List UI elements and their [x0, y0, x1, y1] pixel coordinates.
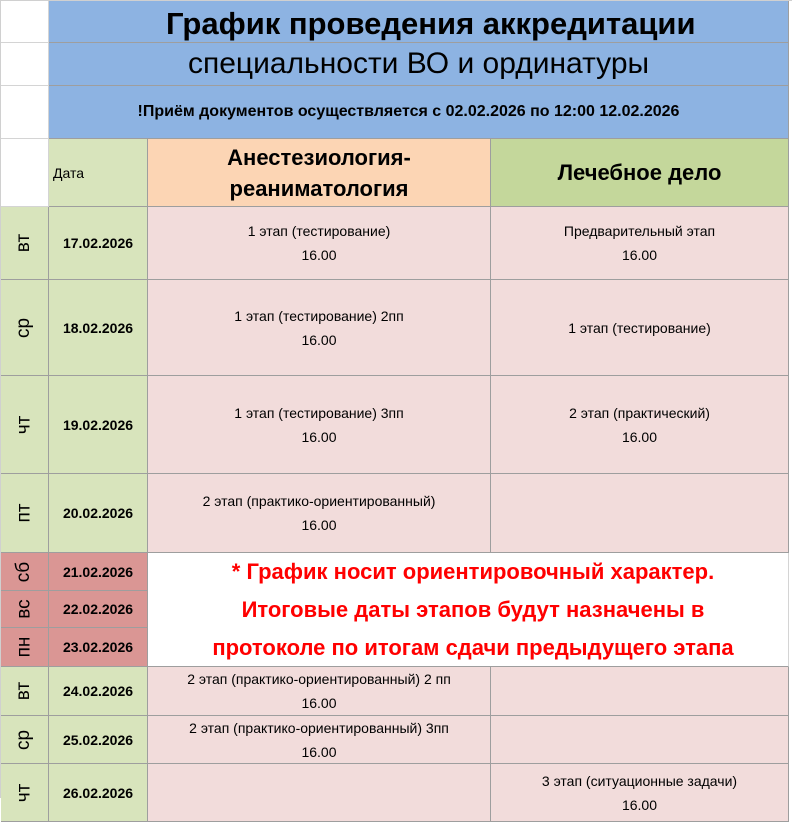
date-cell: 17.02.2026	[49, 207, 148, 280]
weekday-cell	[1, 376, 49, 474]
date-cell: 19.02.2026	[49, 376, 148, 474]
weekday-cell	[1, 553, 49, 591]
date-column-header: Дата	[49, 139, 148, 207]
anesthesiology-cell	[148, 667, 491, 716]
title-line-1: График проведения аккредитации	[49, 1, 789, 43]
stage-time: 16.00	[621, 247, 658, 263]
stage-time: 16.00	[301, 247, 337, 263]
weekday-cell	[1, 474, 49, 553]
anesthesiology-cell	[148, 764, 491, 822]
weekday-cell	[1, 280, 49, 376]
date-cell: 21.02.2026	[49, 553, 148, 591]
stage-text: 2 этап (практико-ориентированный) 2 пп	[187, 671, 451, 687]
weekday-label: вт	[13, 681, 35, 701]
weekday-label: пт	[13, 503, 35, 523]
blank-cell	[1, 139, 49, 207]
stage-text: 2 этап (практико-ориентированный)	[202, 493, 436, 509]
submission-notice: !Приём документов осуществляется с 02.02.2026 по 12:00 12.02.2026	[49, 86, 789, 139]
anesthesiology-cell	[148, 474, 491, 553]
weekday-label: сб	[13, 561, 35, 582]
stage-text: 2 этап (практический)	[569, 404, 710, 421]
anesthesiology-cell	[148, 280, 491, 376]
date-cell: 24.02.2026	[49, 667, 148, 716]
weekday-cell	[1, 764, 49, 822]
stage-time: 16.00	[301, 743, 337, 760]
weekday-label: ср	[13, 317, 35, 338]
anesthesiology-cell	[148, 716, 491, 764]
weekday-label: пн	[13, 636, 35, 658]
stage-text: 1 этап (тестирование) 3пп	[234, 404, 404, 421]
date-cell: 26.02.2026	[49, 764, 148, 822]
anesthesiology-header-text: Анестезиология-реаниматология	[227, 144, 411, 201]
stage-time: 16.00	[301, 331, 337, 348]
weekday-cell	[1, 628, 49, 667]
title-line-2: специальности ВО и ординатуры	[49, 43, 789, 86]
weekday-label: вс	[13, 599, 35, 619]
stage-time: 16.00	[301, 428, 337, 445]
stage-time: 16.00	[621, 428, 658, 445]
date-cell: 18.02.2026	[49, 280, 148, 376]
stage-time: 16.00	[621, 796, 658, 813]
anesthesiology-cell	[148, 207, 491, 280]
stage-text: 1 этап (тестирование) 2пп	[234, 307, 404, 324]
stage-text: 1 этап (тестирование)	[247, 223, 391, 239]
stage-time: 16.00	[301, 695, 337, 711]
date-cell: 23.02.2026	[49, 628, 148, 667]
anesthesiology-column-header	[148, 139, 491, 207]
date-cell: 22.02.2026	[49, 591, 148, 628]
weekday-cell	[1, 667, 49, 716]
blank-cell	[1, 43, 49, 86]
weekday-cell	[1, 716, 49, 764]
general-medicine-cell	[491, 716, 789, 764]
weekday-label: ср	[13, 729, 35, 750]
stage-text: 1 этап (тестирование)	[568, 319, 711, 336]
weekday-label: вт	[13, 233, 35, 253]
stage-time: 16.00	[301, 517, 337, 533]
stage-text: 2 этап (практико-ориентированный) 3пп	[189, 719, 449, 736]
general-medicine-cell	[491, 764, 789, 822]
general-medicine-cell	[491, 280, 789, 376]
date-cell: 20.02.2026	[49, 474, 148, 553]
weekday-cell	[1, 207, 49, 280]
stage-text: 3 этап (ситуационные задачи)	[541, 772, 738, 789]
date-cell: 25.02.2026	[49, 716, 148, 764]
blank-cell	[1, 1, 49, 43]
stage-text: Предварительный этап	[563, 223, 716, 239]
schedule-note	[148, 553, 789, 667]
anesthesiology-cell	[148, 376, 491, 474]
weekday-cell	[1, 591, 49, 628]
general-medicine-cell	[491, 207, 789, 280]
note-line-3: протоколе по итогам сдачи предыдущего этапа	[212, 634, 734, 660]
general-medicine-cell	[491, 474, 789, 553]
blank-cell	[1, 86, 49, 139]
weekday-label: чт	[13, 783, 35, 802]
weekday-label: чт	[13, 415, 35, 434]
general-medicine-column-header: Лечебное дело	[491, 139, 789, 207]
note-line-2: Итоговые даты этапов будут назначены в	[241, 596, 705, 622]
general-medicine-cell	[491, 667, 789, 716]
general-medicine-cell	[491, 376, 789, 474]
note-line-1: * График носит ориентировочный характер.	[231, 558, 715, 584]
